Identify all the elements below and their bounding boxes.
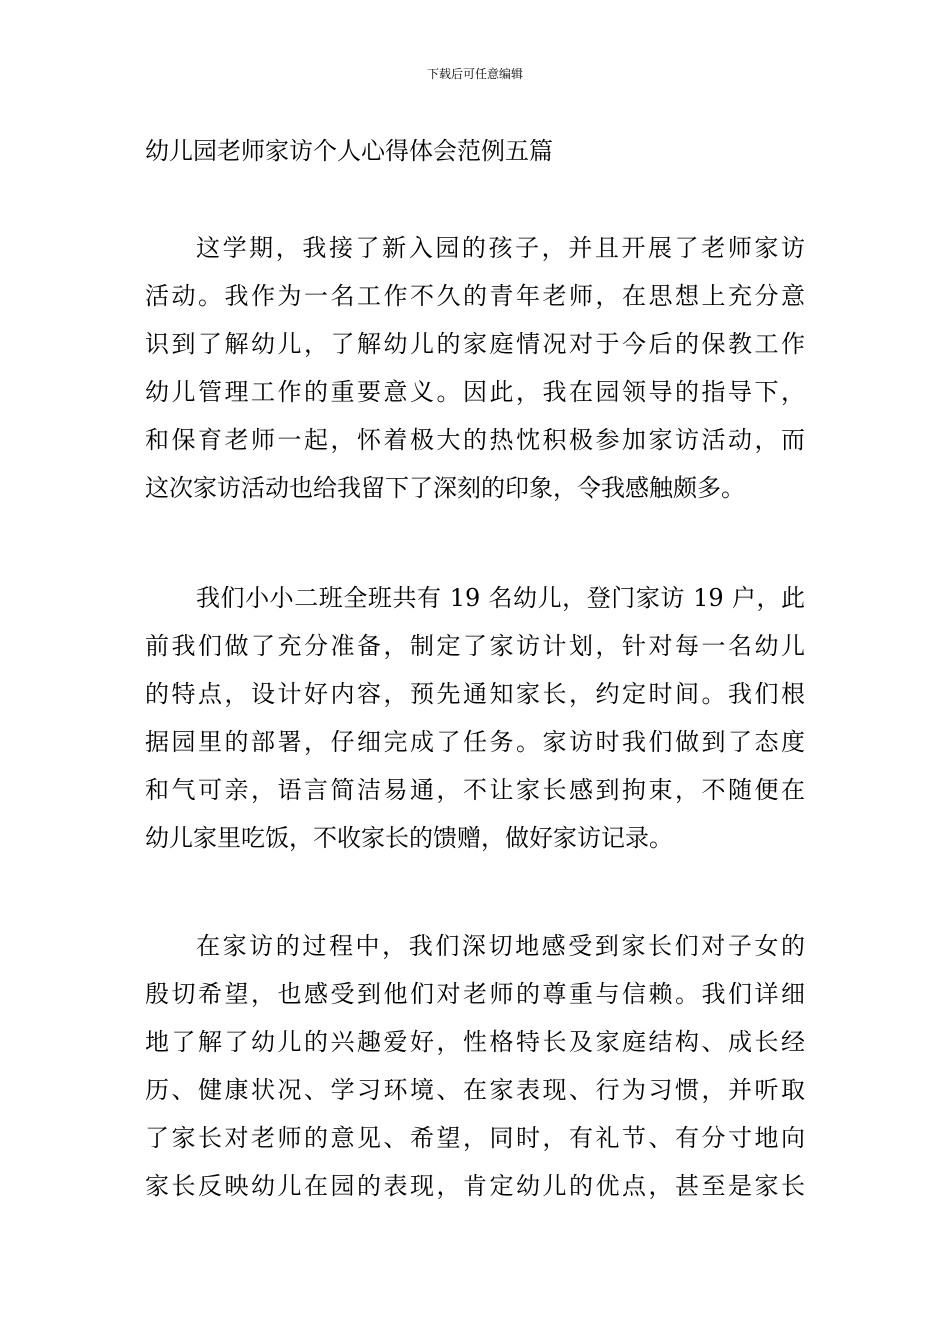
paragraph-3: [145, 922, 805, 1210]
paragraph-line: 前我们做了充分准备，制定了家访计划，针对每一名幼儿: [145, 632, 805, 660]
paragraph-line: 和保育老师一起，怀着极大的热忱积极参加家访活动，而: [145, 426, 805, 454]
paragraph-line: 地了解了幼儿的兴趣爱好，性格特长及家庭结构、成长经: [145, 1028, 805, 1056]
paragraph-line: 活动。我作为一名工作不久的青年老师，在思想上充分意: [145, 282, 805, 310]
paragraph-line: 了家长对老师的意见、希望，同时，有礼节、有分寸地向: [145, 1124, 805, 1152]
paragraph-line: 识到了解幼儿，了解幼儿的家庭情况对于今后的保教工作: [145, 330, 805, 358]
paragraph-1: [145, 224, 805, 512]
header-note: 下载后可任意编辑: [426, 67, 523, 81]
paragraph-line: 幼儿管理工作的重要意义。因此，我在园领导的指导下，: [145, 378, 805, 406]
paragraph-line: 的特点，设计好内容，预先通知家长，约定时间。我们根: [145, 680, 805, 708]
paragraph-line: 这学期，我接了新入园的孩子，并且开展了老师家访: [196, 234, 805, 262]
paragraph-line: 殷切希望，也感受到他们对老师的尊重与信赖。我们详细: [145, 980, 805, 1008]
paragraph-line: 这次家访活动也给我留下了深刻的印象，令我感触颇多。: [145, 474, 745, 502]
paragraph-line: 在家访的过程中，我们深切地感受到家长们对子女的: [196, 932, 805, 960]
paragraph-line: 和气可亲，语言简洁易通，不让家长感到拘束，不随便在: [145, 776, 805, 804]
paragraph-line: 我们小小二班全班共有 19 名幼儿，登门家访 19 户，此: [196, 584, 805, 612]
paragraph-line: 历、健康状况、学习环境、在家表现、行为习惯，并听取: [145, 1076, 805, 1104]
paragraph-line: 幼儿家里吃饭，不收家长的馈赠，做好家访记录。: [145, 824, 673, 852]
document-title: 幼儿园老师家访个人心得体会范例五篇: [145, 137, 553, 165]
paragraph-line: 据园里的部署，仔细完成了任务。家访时我们做到了态度: [145, 728, 805, 756]
paragraph-line: 家长反映幼儿在园的表现，肯定幼儿的优点，甚至是家长: [145, 1172, 805, 1200]
paragraph-2: [145, 574, 805, 862]
